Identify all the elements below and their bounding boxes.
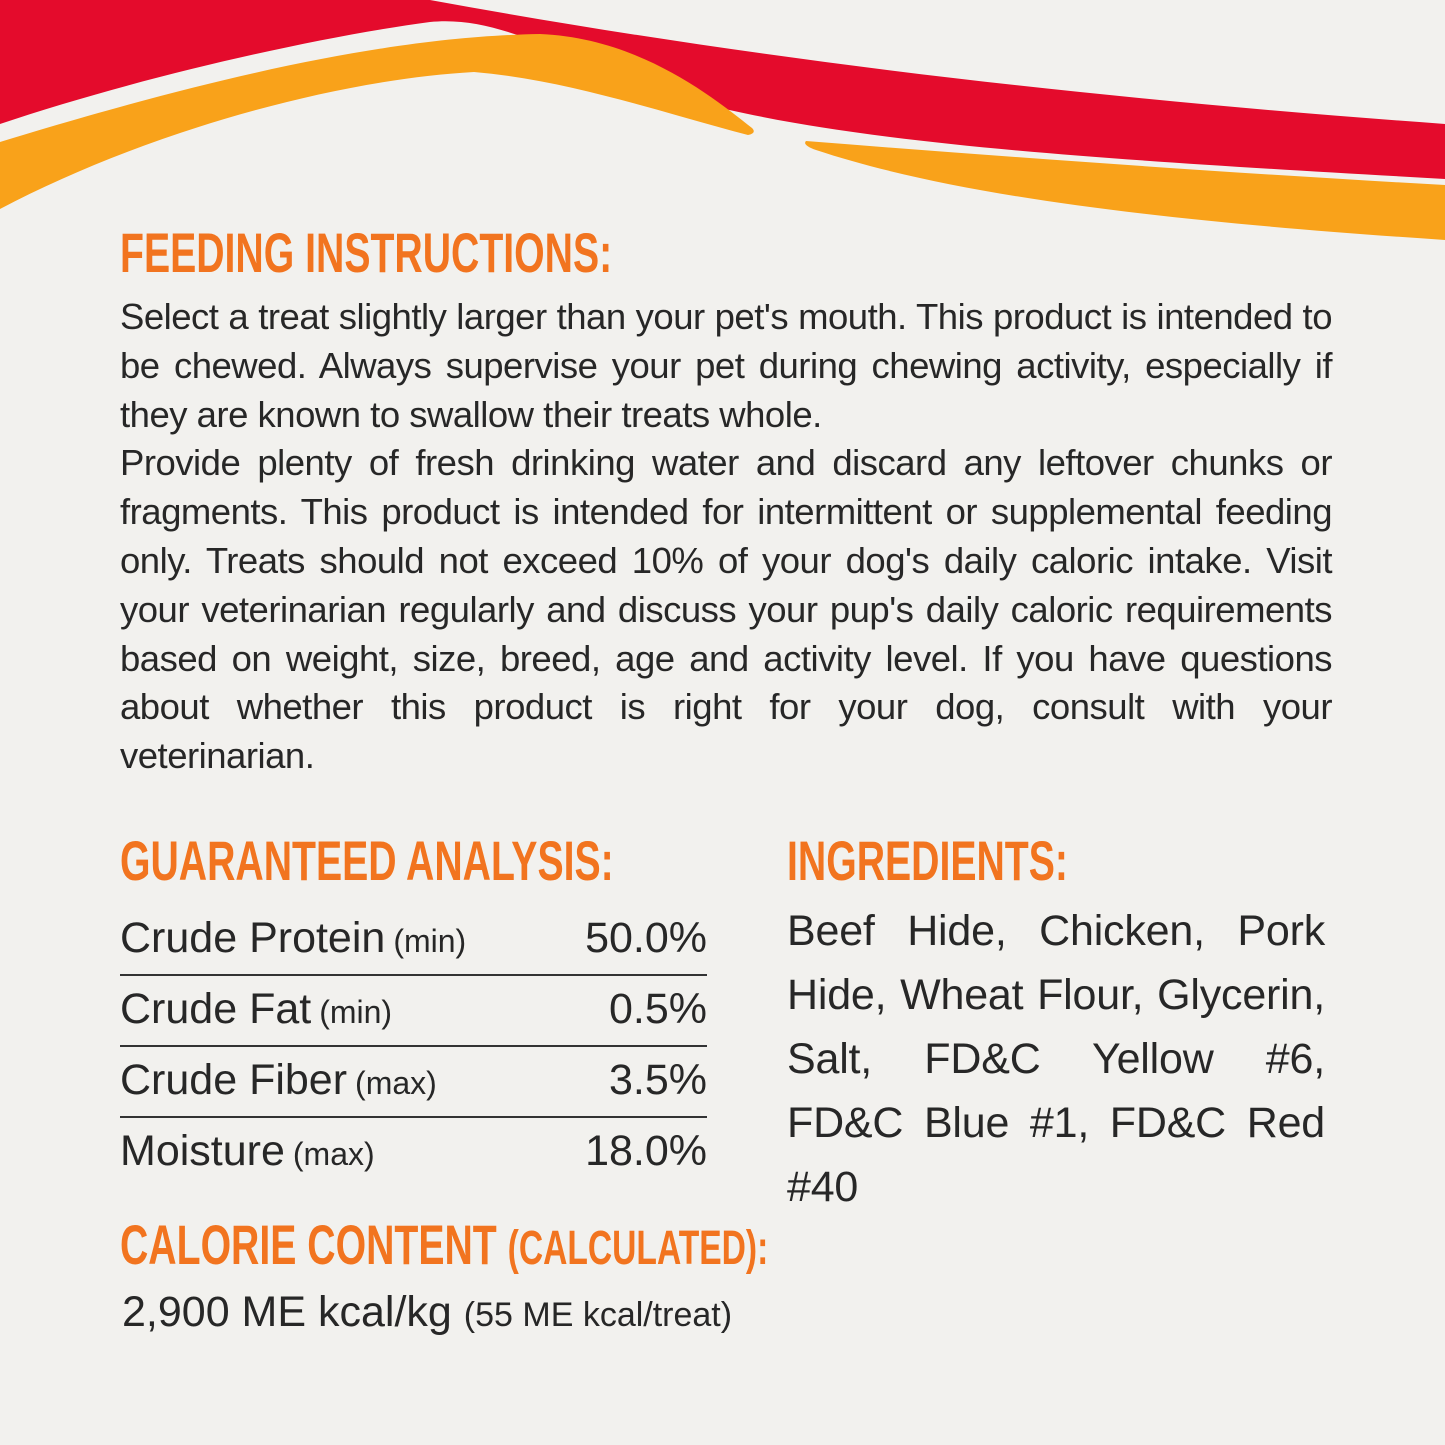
feeding-instructions-heading: FEEDING INSTRUCTIONS: [120, 221, 613, 284]
table-row [120, 976, 707, 1047]
table-row [120, 1118, 707, 1187]
nutrient-label: Crude Fiber (max) [120, 1055, 437, 1104]
nutrient-label: Crude Fat (min) [120, 984, 393, 1033]
calorie-heading-qualifier: (CALCULATED): [507, 1221, 769, 1275]
nutrient-qualifier: (min) [393, 922, 467, 959]
nutrient-qualifier: (max) [355, 1064, 437, 1101]
table-row [120, 905, 707, 976]
ingredients-list: Beef Hide, Chicken, Pork Hide, Wheat Flour, Glycerin, Salt, FD&C Yellow #6, FD&C Blue #1, FD&C Red #40 [787, 906, 1325, 1211]
guaranteed-analysis-table [120, 905, 707, 1187]
ingredients-column [787, 828, 1325, 1338]
feeding-paragraph-2: Provide plenty of fresh drinking water and discard any leftover chunks or fragments. This product is intended for intermittent or supplemental feeding only. Treats should not exceed 10% of your dog's daily caloric intake. Visit your veterinarian regularly and discuss your pup's daily caloric requirements based on weight, size, breed, age and activity level. If you have questions about whether this product is right for your dog, consult with your veterinarian. [120, 442, 1332, 777]
table-row [120, 1047, 707, 1118]
nutrient-label: Crude Protein (min) [120, 913, 467, 962]
nutrient-value: 50.0% [585, 913, 707, 962]
nutrient-qualifier: (min) [319, 993, 393, 1030]
ingredients-heading: INGREDIENTS: [787, 828, 1068, 892]
two-column-section [120, 828, 1327, 1338]
calorie-content-heading: CALORIE CONTENT (CALCULATED): [120, 1212, 769, 1276]
nutrient-label: Moisture (max) [120, 1126, 375, 1175]
calorie-value-line [122, 1287, 733, 1338]
calorie-per-treat: (55 ME kcal/treat) [463, 1295, 733, 1334]
feeding-paragraph-1: Select a treat slightly larger than your pet's mouth. This product is intended to be chewed. Always supervise your pet during chewing activity, especially if they are known to swallow their treats whole. [120, 296, 1332, 435]
nutrient-value: 3.5% [608, 1055, 707, 1104]
guaranteed-analysis-heading: GUARANTEED ANALYSIS: [120, 828, 614, 892]
calorie-value: 2,900 ME kcal/kg [122, 1287, 452, 1336]
nutrient-qualifier: (max) [292, 1135, 375, 1172]
nutrient-value: 0.5% [608, 984, 707, 1033]
nutrient-value: 18.0% [585, 1126, 707, 1175]
analysis-column [120, 828, 769, 1338]
